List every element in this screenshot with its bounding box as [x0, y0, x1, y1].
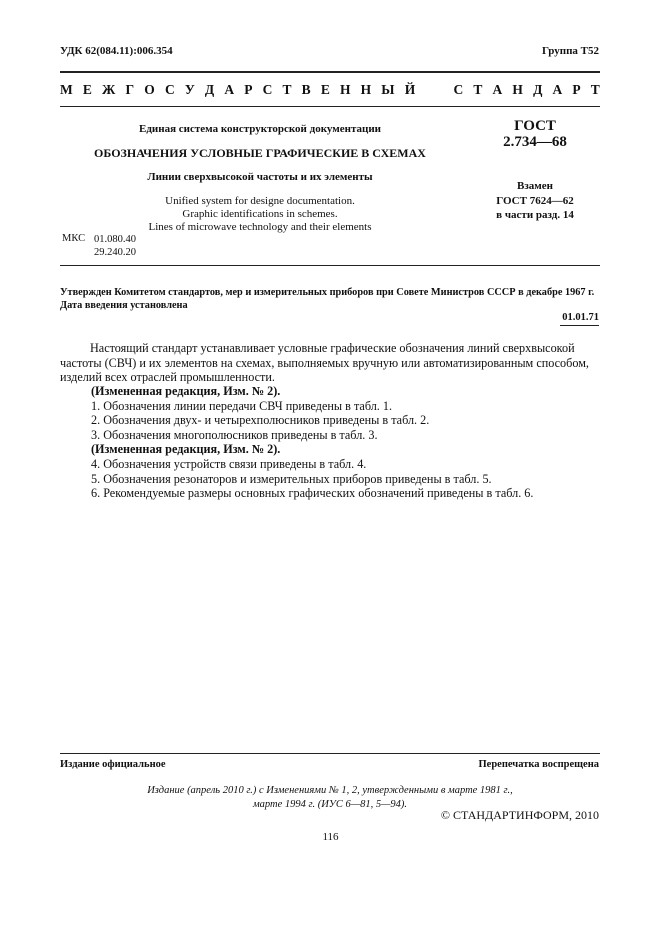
system-title: Единая система конструкторской документации — [139, 123, 381, 135]
amendment-note: (Измененная редакция, Изм. № 2). — [91, 442, 281, 457]
list-item: 5. Обозначения резонаторов и измерительных приборов приведены в табл. 5. — [91, 471, 492, 486]
banner-letter — [425, 82, 443, 98]
list-item: 2. Обозначения двух- и четырехполюсников приведены в табл. 2. — [91, 413, 430, 428]
title-rule — [60, 265, 600, 266]
list-item: 3. Обозначения многополюсников приведены в табл. 3. — [91, 427, 378, 442]
standard-banner — [60, 82, 600, 98]
replaces-label: Взамен — [517, 180, 553, 192]
items-list — [91, 384, 616, 501]
udk-code: УДК 62(084.11):006.354 — [60, 45, 173, 57]
banner-letter: С — [164, 82, 175, 97]
official-edition: Издание официальное — [60, 759, 166, 770]
banner-rule — [60, 106, 600, 107]
edition-line: марте 1994 г. (ИУС 6—81, 5—94). — [252, 799, 408, 810]
banner-letter: С — [453, 82, 464, 97]
banner-letter: А — [224, 82, 235, 97]
copyright: © СТАНДАРТИНФОРМ, 2010 — [440, 808, 599, 822]
replaces-standard: ГОСТ 7624—62 — [496, 194, 574, 207]
banner-letter: Т — [473, 82, 483, 97]
amendment-note: (Измененная редакция, Изм. № 2). — [91, 384, 281, 398]
gost-number — [470, 118, 600, 150]
banner-letter: А — [552, 82, 563, 97]
banner-letter: О — [144, 82, 155, 97]
english-title-line: Unified system for designe documentation. — [165, 195, 355, 207]
english-title-line: Graphic identifications in schemes. — [182, 208, 338, 220]
replaces-section: в части разд. 14 — [496, 209, 574, 221]
list-item: 6. Рекомендуемые размеры основных графических обозначений приведены в табл. 6. — [91, 486, 534, 501]
main-title: ОБОЗНАЧЕНИЯ УСЛОВНЫЕ ГРАФИЧЕСКИЕ В СХЕМАХ — [94, 146, 426, 160]
reprint-notice: Перепечатка воспрещена — [478, 759, 599, 770]
banner-letter: М — [60, 82, 73, 97]
approval-line: Утвержден Комитетом стандартов, мер и измерительных приборов при Совете Министров СССР в декабре 1967 г. — [60, 287, 595, 298]
banner-letter: Р — [244, 82, 253, 97]
banner-letter: Г — [125, 82, 135, 97]
mks-code: 01.080.40 — [94, 234, 136, 245]
effective-date: 01.01.71 — [562, 312, 599, 323]
banner-letter: Т — [282, 82, 292, 97]
banner-letter: С — [262, 82, 273, 97]
edition-line: Издание (апрель 2010 г.) с Изменениями № 1, 2, утвержденными в марте 1981 г., — [147, 785, 513, 796]
banner-letter: Й — [404, 82, 416, 97]
page-number: 116 — [322, 831, 339, 843]
banner-letter: А — [492, 82, 503, 97]
mks-label: МКС — [62, 233, 86, 244]
top-rule — [60, 71, 600, 73]
mks-codes — [94, 233, 136, 259]
intro-paragraph — [60, 341, 605, 385]
banner-letter: У — [184, 82, 195, 97]
banner-letter: Р — [572, 82, 581, 97]
banner-letter: Д — [533, 82, 543, 97]
list-item: 1. Обозначения линии передачи СВЧ приведены в табл. 1. — [91, 398, 393, 413]
intro-line: изделий всех отраслей промышленности. — [60, 370, 275, 385]
banner-letter: Ы — [381, 82, 395, 97]
footer-rule — [60, 753, 600, 754]
intro-line: Настоящий стандарт устанавливает условные графические обозначения линий сверхвысокой — [90, 341, 575, 355]
banner-letter: Н — [360, 82, 372, 97]
banner-letter: Е — [82, 82, 92, 97]
replaces-block — [470, 179, 600, 223]
gost-code: 2.734—68 — [503, 134, 567, 150]
date-label: Дата введения установлена — [60, 300, 188, 311]
banner-letter: Д — [204, 82, 215, 97]
sub-title: Линии сверхвысокой частоты и их элементы — [147, 171, 373, 183]
banner-letter: Т — [590, 82, 600, 97]
banner-letter: Е — [320, 82, 330, 97]
date-underline — [560, 325, 599, 326]
group-code: Группа Т52 — [541, 45, 599, 57]
intro-line: частоты (СВЧ) и их элементов на схемах, выполняемых вручную или автоматизированным способом, — [60, 355, 589, 370]
banner-letter: Н — [339, 82, 351, 97]
banner-letter: Н — [512, 82, 523, 97]
banner-letter: В — [301, 82, 311, 97]
english-title — [60, 195, 460, 234]
banner-letter: Ж — [102, 82, 116, 97]
mks-code: 29.240.20 — [94, 247, 136, 258]
gost-label: ГОСТ — [514, 118, 556, 134]
english-title-line: Lines of microwave technology and their elements — [148, 221, 372, 233]
list-item: 4. Обозначения устройств связи приведены в табл. 4. — [91, 456, 367, 471]
